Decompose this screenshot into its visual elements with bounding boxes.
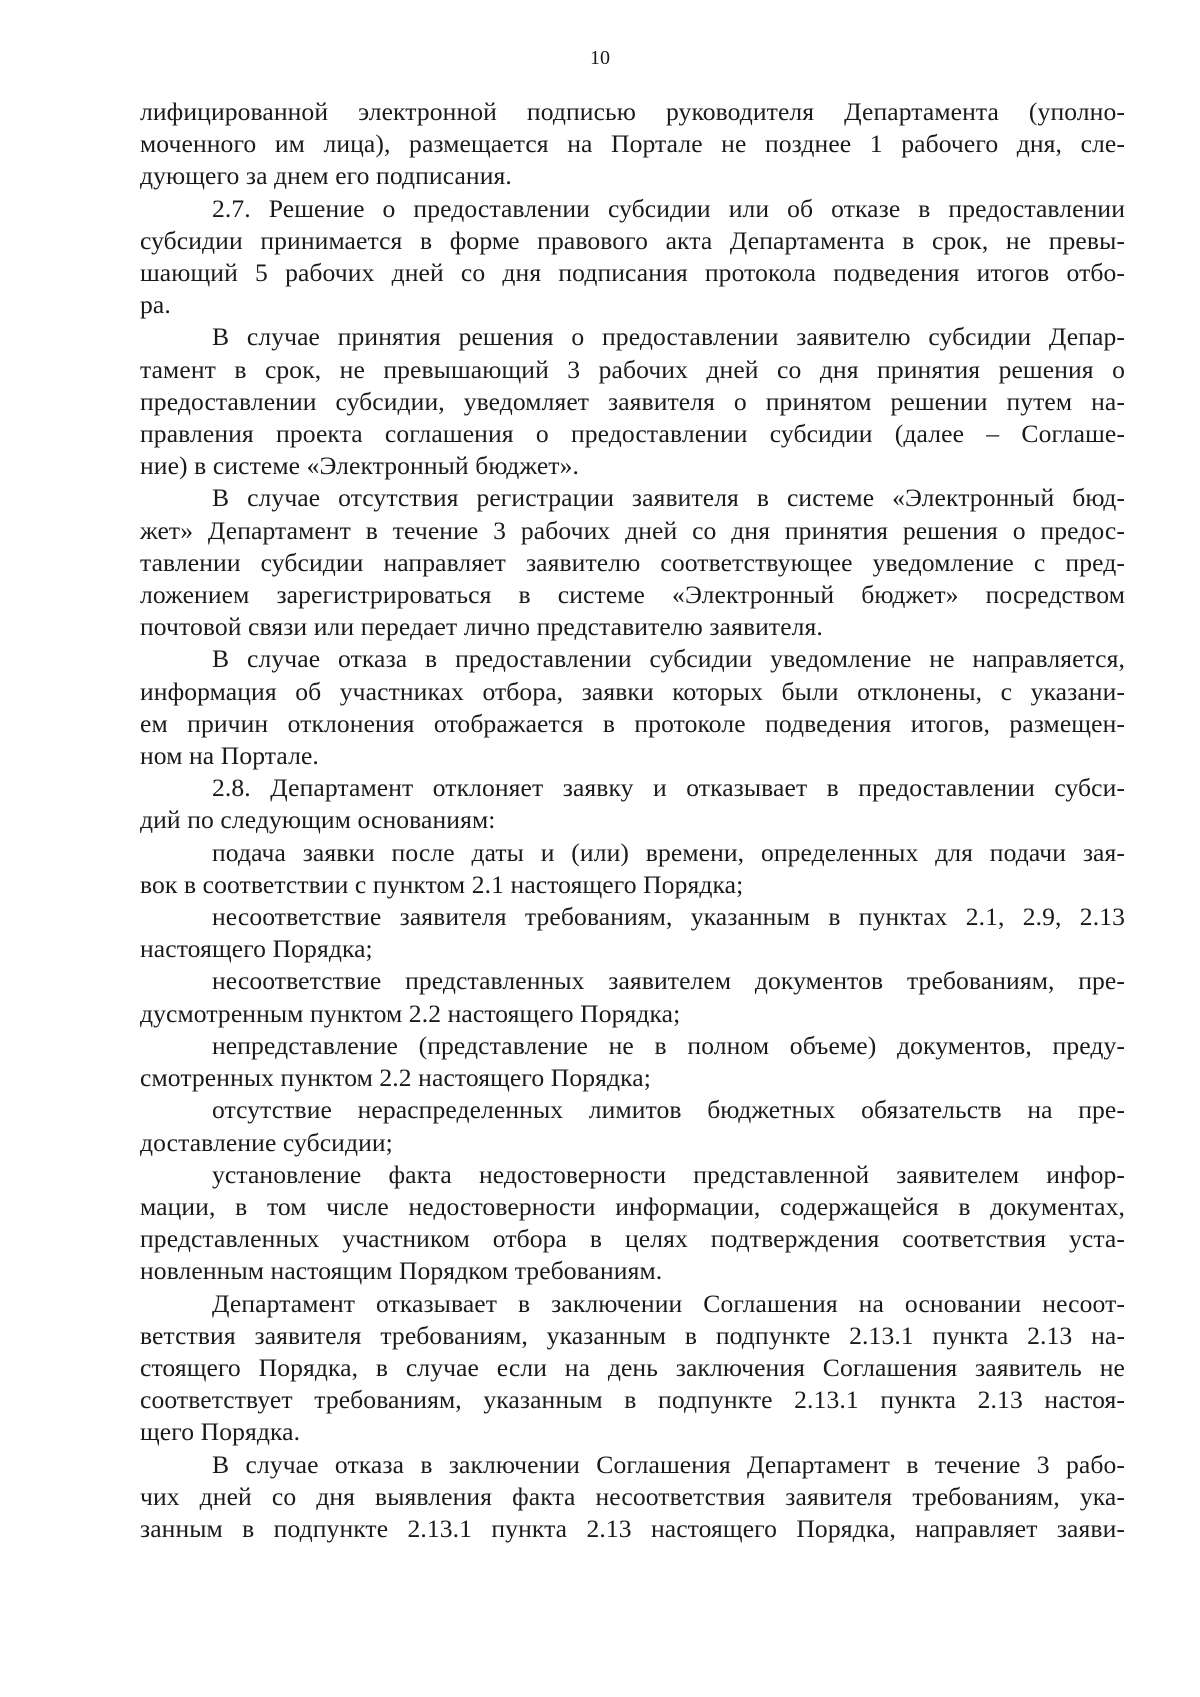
line: моченного им лица), размещается на Портале не позднее 1 рабочего дня, сле- — [140, 129, 1125, 159]
line: В случае отсутствия регистрации заявителя в системе «Электронный бюд- — [212, 483, 1125, 513]
line: занным в подпункте 2.13.1 пункта 2.13 настоящего Порядка, направляет заяви- — [140, 1513, 1125, 1543]
line: тавлении субсидии направляет заявителю соответствующее уведомление с пред- — [140, 547, 1125, 577]
line: В случае принятия решения о предоставлении заявителю субсидии Депар- — [212, 322, 1125, 352]
line: ложением зарегистрироваться в системе «Электронный бюджет» посредством — [140, 580, 1125, 610]
line: соответствует требованиям, указанным в подпункте 2.13.1 пункта 2.13 настоя- — [140, 1385, 1125, 1415]
list-item-3 — [140, 1030, 1125, 1094]
line-last: щего Порядка. — [140, 1417, 301, 1447]
line-last: ние) в системе «Электронный бюджет». — [140, 451, 579, 481]
paragraph-2 — [140, 321, 1125, 482]
line: мации, в том числе недостоверности информации, содержащейся в документах, — [140, 1191, 1125, 1221]
paragraph-5 — [140, 772, 1125, 836]
paragraph-4 — [140, 643, 1125, 772]
line: установление факта недостоверности представленной заявителем инфор- — [212, 1159, 1125, 1189]
paragraph-6 — [140, 1288, 1125, 1449]
line: несоответствие представленных заявителем документов требованиям, пре- — [212, 966, 1125, 996]
line: отсутствие нераспределенных лимитов бюджетных обязательств на пре- — [212, 1095, 1125, 1125]
line: жет» Департамент в течение 3 рабочих дней со дня принятия решения о предос- — [140, 515, 1125, 545]
paragraph-7 — [140, 1449, 1125, 1546]
line: предоставлении субсидии, уведомляет заявителя о принятом решении путем на- — [140, 386, 1125, 416]
list-item-5 — [140, 1159, 1125, 1288]
line: тамент в срок, не превышающий 3 рабочих дней со дня принятия решения о — [140, 354, 1125, 384]
line: правления проекта соглашения о предоставлении субсидии (далее – Соглаше- — [140, 419, 1125, 449]
line-last: дусмотренным пунктом 2.2 настоящего Порядка; — [140, 998, 681, 1028]
line-last: почтовой связи или передает лично представителю заявителя. — [140, 612, 823, 642]
list-item-1 — [140, 901, 1125, 965]
paragraph-3 — [140, 482, 1125, 643]
line: чих дней со дня выявления факта несоответствия заявителя требованиям, ука- — [140, 1481, 1125, 1511]
line: информация об участниках отбора, заявки которых были отклонены, с указани- — [140, 676, 1125, 706]
line-last: ном на Портале. — [140, 741, 319, 771]
line: ветствия заявителя требованиям, указанным в подпункте 2.13.1 пункта 2.13 на- — [140, 1320, 1125, 1350]
line-last: доставление субсидии; — [140, 1127, 393, 1157]
line: субсидии принимается в форме правового акта Департамента в срок, не превы- — [140, 225, 1125, 255]
paragraph-1 — [140, 193, 1125, 322]
document-body — [140, 96, 1125, 1545]
list-item-2 — [140, 965, 1125, 1029]
line-last: новленным настоящим Порядком требованиям. — [140, 1256, 663, 1286]
line: непредставление (представление не в полном объеме) документов, преду- — [212, 1030, 1125, 1060]
line: представленных участником отбора в целях подтверждения соответствия уста- — [140, 1224, 1125, 1254]
line-last: дующего за днем его подписания. — [140, 161, 512, 191]
line: Департамент отказывает в заключении Соглашения на основании несоот- — [212, 1288, 1125, 1318]
line: ем причин отклонения отображается в протоколе подведения итогов, размещен- — [140, 708, 1125, 738]
page-number: 10 — [590, 47, 610, 69]
line: шающий 5 рабочих дней со дня подписания протокола подведения итогов отбо- — [140, 258, 1125, 288]
line: несоответствие заявителя требованиям, указанным в пунктах 2.1, 2.9, 2.13 — [212, 902, 1125, 932]
list-item-0 — [140, 837, 1125, 901]
line: лифицированной электронной подписью руководителя Департамента (уполно- — [140, 97, 1125, 126]
line-last: ра. — [140, 290, 171, 320]
line: 2.7. Решение о предоставлении субсидии или об отказе в предоставлении — [212, 193, 1125, 223]
line-last: смотренных пунктом 2.2 настоящего Порядка; — [140, 1063, 651, 1093]
list-item-4 — [140, 1094, 1125, 1158]
line: стоящего Порядка, в случае если на день заключения Соглашения заявитель не — [140, 1352, 1125, 1382]
line: 2.8. Департамент отклоняет заявку и отказывает в предоставлении субси- — [212, 773, 1125, 803]
line: В случае отказа в предоставлении субсидии уведомление не направляется, — [212, 644, 1125, 674]
line: В случае отказа в заключении Соглашения Департамент в течение 3 рабо- — [212, 1449, 1125, 1479]
line-last: настоящего Порядка; — [140, 934, 373, 964]
line-last: дий по следующим основаниям: — [140, 805, 496, 835]
line: подача заявки после даты и (или) времени, определенных для подачи зая- — [212, 837, 1125, 867]
line-last: вок в соответствии с пунктом 2.1 настоящего Порядка; — [140, 869, 744, 899]
paragraph-0 — [140, 96, 1125, 193]
